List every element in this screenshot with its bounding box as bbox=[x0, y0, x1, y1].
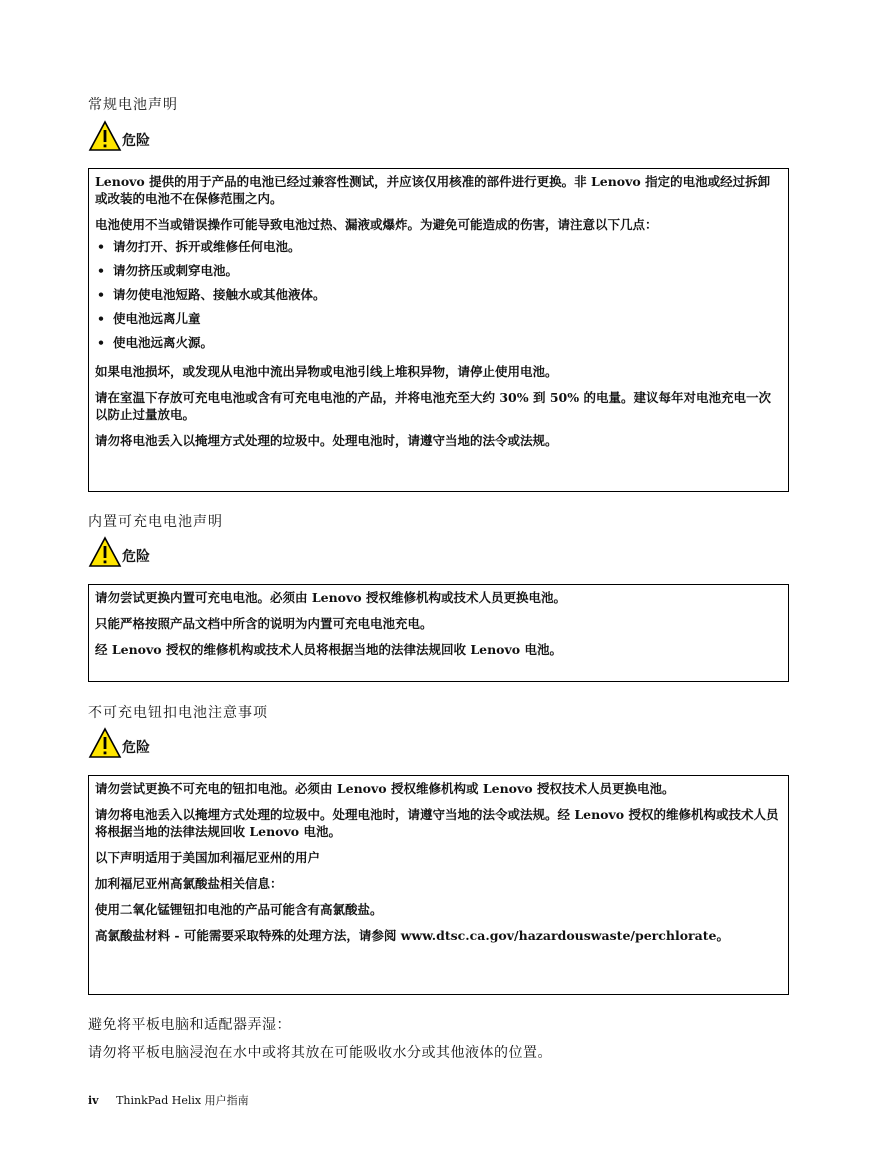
list-item: • 请勿使电池短路、接触水或其他液体。 bbox=[95, 283, 782, 307]
danger-heading bbox=[88, 118, 150, 152]
danger-label: 危险 bbox=[122, 133, 150, 149]
danger-label: 危险 bbox=[122, 549, 150, 565]
section-title-coin-battery: 不可充电钮扣电池注意事项 bbox=[88, 705, 268, 721]
warning-icon bbox=[88, 536, 122, 568]
list-item: • 使电池远离儿童 bbox=[95, 307, 782, 331]
danger-heading bbox=[88, 725, 150, 759]
precaution-list bbox=[95, 235, 782, 355]
list-item: • 使电池远离火源。 bbox=[95, 331, 782, 355]
danger-box-coin bbox=[88, 775, 789, 995]
notice-text: 请勿将电池丢入以掩埋方式处理的垃圾中。处理电池时，请遵守当地的法令或法规。经 Lenovo 授权的维修机构或技术人员将根据当地的法律法规回收 Lenovo 电池。 bbox=[95, 807, 779, 839]
notice-text: 请在室温下存放可充电电池或含有可充电电池的产品，并将电池充至大约 30% 到 50% 的电量。建议每年对电池充电一次以防止过量放电。 bbox=[95, 390, 771, 422]
section-title-builtin-battery: 内置可充电电池声明 bbox=[88, 514, 223, 530]
notice-text: 电池使用不当或错误操作可能导致电池过热、漏液或爆炸。为避免可能造成的伤害，请注意以下几点： bbox=[95, 217, 658, 232]
page-number: iv bbox=[88, 1094, 99, 1107]
notice-text: 如果电池损坏，或发现从电池中流出异物或电池引线上堆积异物，请停止使用电池。 bbox=[95, 364, 558, 379]
page-footer bbox=[88, 1092, 249, 1108]
book-title: ThinkPad Helix 用户指南 bbox=[116, 1094, 249, 1107]
notice-text: 以下声明适用于美国加利福尼亚州的用户 bbox=[95, 850, 321, 865]
notice-text: 请勿尝试更换不可充电的钮扣电池。必须由 Lenovo 授权维修机构或 Lenovo 授权技术人员更换电池。 bbox=[95, 781, 675, 796]
danger-label: 危险 bbox=[122, 740, 150, 756]
notice-text: Lenovo 提供的用于产品的电池已经过兼容性测试，并应该仅用核准的部件进行更换。非 Lenovo 指定的电池或经过拆卸或改装的电池不在保修范围之内。 bbox=[95, 174, 771, 206]
notice-text: 经 Lenovo 授权的维修机构或技术人员将根据当地的法律法规回收 Lenovo 电池。 bbox=[95, 642, 562, 657]
notice-text: 请勿将电池丢入以掩埋方式处理的垃圾中。处理电池时，请遵守当地的法令或法规。 bbox=[95, 433, 558, 448]
warning-icon bbox=[88, 120, 122, 152]
notice-text: 高氯酸盐材料 - 可能需要采取特殊的处理方法，请参阅 www.dtsc.ca.gov/hazardouswaste/perchlorate。 bbox=[95, 928, 729, 943]
section-title-keep-dry: 避免将平板电脑和适配器弄湿： bbox=[88, 1017, 291, 1033]
list-item: • 请勿挤压或刺穿电池。 bbox=[95, 259, 782, 283]
notice-text: 使用二氧化锰锂钮扣电池的产品可能含有高氯酸盐。 bbox=[95, 902, 383, 917]
warning-icon bbox=[88, 727, 122, 759]
notice-text: 加利福尼亚州高氯酸盐相关信息： bbox=[95, 876, 283, 891]
danger-box-general bbox=[88, 168, 789, 492]
notice-text: 只能严格按照产品文档中所含的说明为内置可充电电池充电。 bbox=[95, 616, 433, 631]
section-title-general-battery: 常规电池声明 bbox=[88, 97, 178, 113]
list-item: • 请勿打开、拆开或维修任何电池。 bbox=[95, 235, 782, 259]
keep-dry-text: 请勿将平板电脑浸泡在水中或将其放在可能吸收水分或其他液体的位置。 bbox=[88, 1045, 552, 1061]
danger-heading bbox=[88, 534, 150, 568]
danger-box-builtin bbox=[88, 584, 789, 682]
notice-text: 请勿尝试更换内置可充电电池。必须由 Lenovo 授权维修机构或技术人员更换电池。 bbox=[95, 590, 566, 605]
